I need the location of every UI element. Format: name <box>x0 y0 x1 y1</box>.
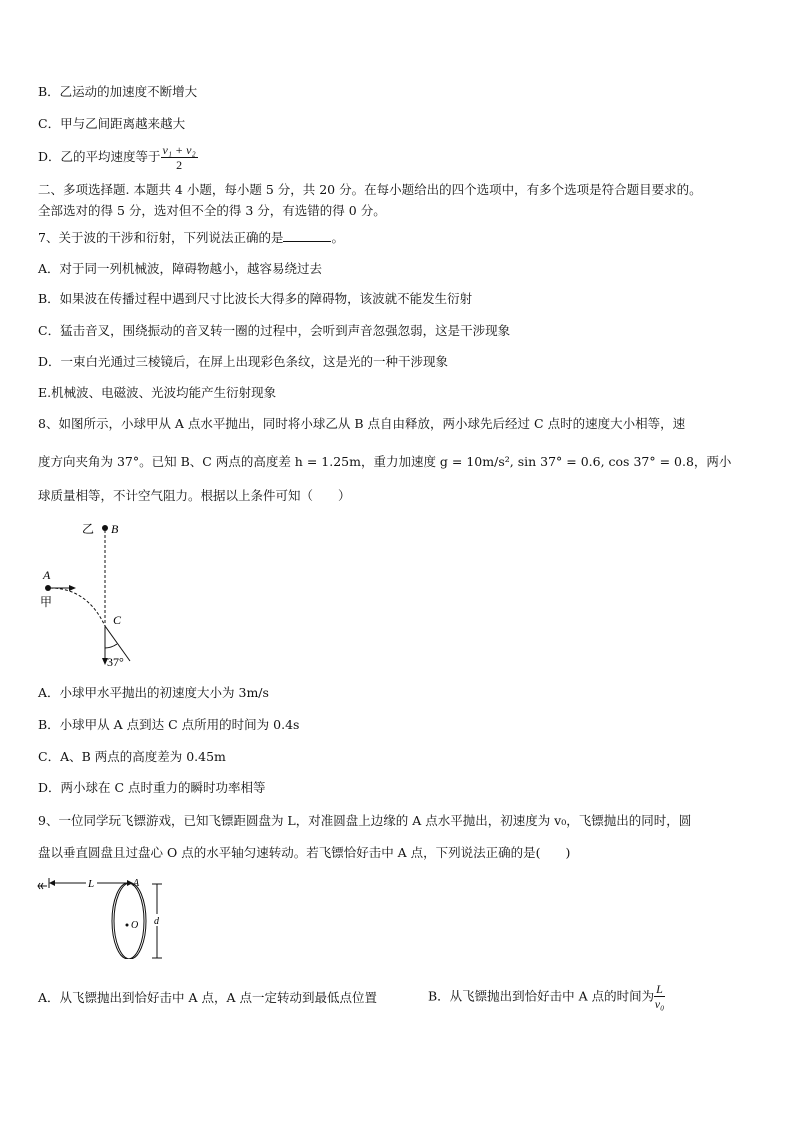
label-d: d <box>154 916 159 927</box>
q8-projectile-figure <box>32 518 142 668</box>
dart-icon <box>38 883 47 889</box>
center-o-dot <box>126 924 129 927</box>
rotating-disc <box>112 883 144 959</box>
q9-stem-line2: 盘以垂直圆盘且过盘心 O 点的水平轴匀速转动。若飞镖恰好击中 A 点，下列说法正确的是( ) <box>38 845 571 860</box>
q7-option-a: A．对于同一列机械波，障碍物越小，越容易绕过去 <box>38 261 323 276</box>
q8-option-d: D．两小球在 C 点时重力的瞬时功率相等 <box>38 780 266 795</box>
fraction-l-over-v0 <box>654 982 665 1011</box>
label-o: O <box>131 920 139 931</box>
rotating-disc-rim <box>114 883 146 959</box>
label-l: L <box>88 878 95 890</box>
q8-option-a: A．小球甲水平抛出的初速度大小为 3m/s <box>38 685 269 700</box>
section2-line1: 二、多项选择题. 本题共 4 小题，每小题 5 分，共 20 分。在每小题给出的四个选项中，有多个选项是符合题目要求的。 <box>38 182 702 197</box>
label-jia: 甲 <box>40 595 53 609</box>
q6-option-d <box>38 143 198 172</box>
q7-option-c: C．猛击音叉，围绕振动的音叉转一圈的过程中，会听到声音忽强忽弱，这是干涉现象 <box>38 323 511 338</box>
label-angle-37: 37° <box>107 655 124 668</box>
label-yi: 乙 <box>82 522 95 536</box>
l-arrowhead-left <box>49 880 55 886</box>
label-a: A <box>43 568 51 582</box>
q8-stem-line2: 度方向夹角为 37°。已知 B、C 两点的高度差 h = 1.25m，重力加速度 g = 10m/s², sin 37° = 0.6, cos 37° = 0.8，两小 <box>38 454 732 469</box>
arrowhead <box>69 585 76 591</box>
q8-option-c: C．A、B 两点的高度差为 0.45m <box>38 749 226 764</box>
fraction-denominator: 2 <box>176 158 183 172</box>
q7-option-d: D．一束白光通过三棱镜后，在屏上出现彩色条纹，这是光的一种干涉现象 <box>38 354 449 369</box>
q8-stem-line1: 8、如图所示，小球甲从 A 点水平抛出，同时将小球乙从 B 点自由释放，两小球先后经过 C 点时的速度大小相等，速 <box>38 416 686 431</box>
q7-stem-text: 7、关于波的干涉和衍射，下列说法正确的是 <box>38 230 284 245</box>
q7-option-b: B．如果波在传播过程中遇到尺寸比波长大得多的障碍物，该波就不能发生衍射 <box>38 291 473 306</box>
q9-dartboard-figure <box>33 874 173 959</box>
projectile-trajectory <box>50 588 105 626</box>
q7-stem-end: 。 <box>331 230 344 245</box>
q7-stem <box>38 229 344 246</box>
q6-option-c: C．甲与乙间距离越来越大 <box>38 116 186 131</box>
fraction-v1-plus-v2-over-2 <box>161 143 198 172</box>
label-a: A <box>133 878 140 889</box>
q9-option-b <box>428 982 665 1011</box>
angle-arc <box>105 644 117 648</box>
answer-blank <box>283 229 331 242</box>
label-b: B <box>111 522 119 536</box>
fraction-numerator: v₁ + v₂ <box>162 143 196 157</box>
section2-line2: 全部选对的得 5 分，选对但不全的得 3 分，有选错的得 0 分。 <box>38 203 386 218</box>
q9-option-a: A．从飞镖抛出到恰好击中 A 点，A 点一定转动到最低点位置 <box>38 990 378 1005</box>
q9-stem-line1: 9、一位同学玩飞镖游戏，已知飞镖距圆盘为 L，对准圆盘上边缘的 A 点水平抛出，初速度为 v₀，飞镖抛出的同时，圆 <box>38 813 692 828</box>
q6-option-d-text: D．乙的平均速度等于 <box>38 149 161 164</box>
q7-option-e: E.机械波、电磁波、光波均能产生衍射现象 <box>38 385 277 400</box>
q8-option-b: B．小球甲从 A 点到达 C 点所用的时间为 0.4s <box>38 717 300 732</box>
q9-option-b-text: B．从飞镖抛出到恰好击中 A 点的时间为 <box>428 988 655 1004</box>
fraction-denominator: v₀ <box>654 997 665 1011</box>
q6-option-b: B．乙运动的加速度不断增大 <box>38 84 198 99</box>
label-c: C <box>113 613 122 627</box>
q8-stem-line3: 球质量相等，不计空气阻力。根据以上条件可知（ ） <box>38 488 351 503</box>
fraction-numerator: L <box>656 982 663 996</box>
